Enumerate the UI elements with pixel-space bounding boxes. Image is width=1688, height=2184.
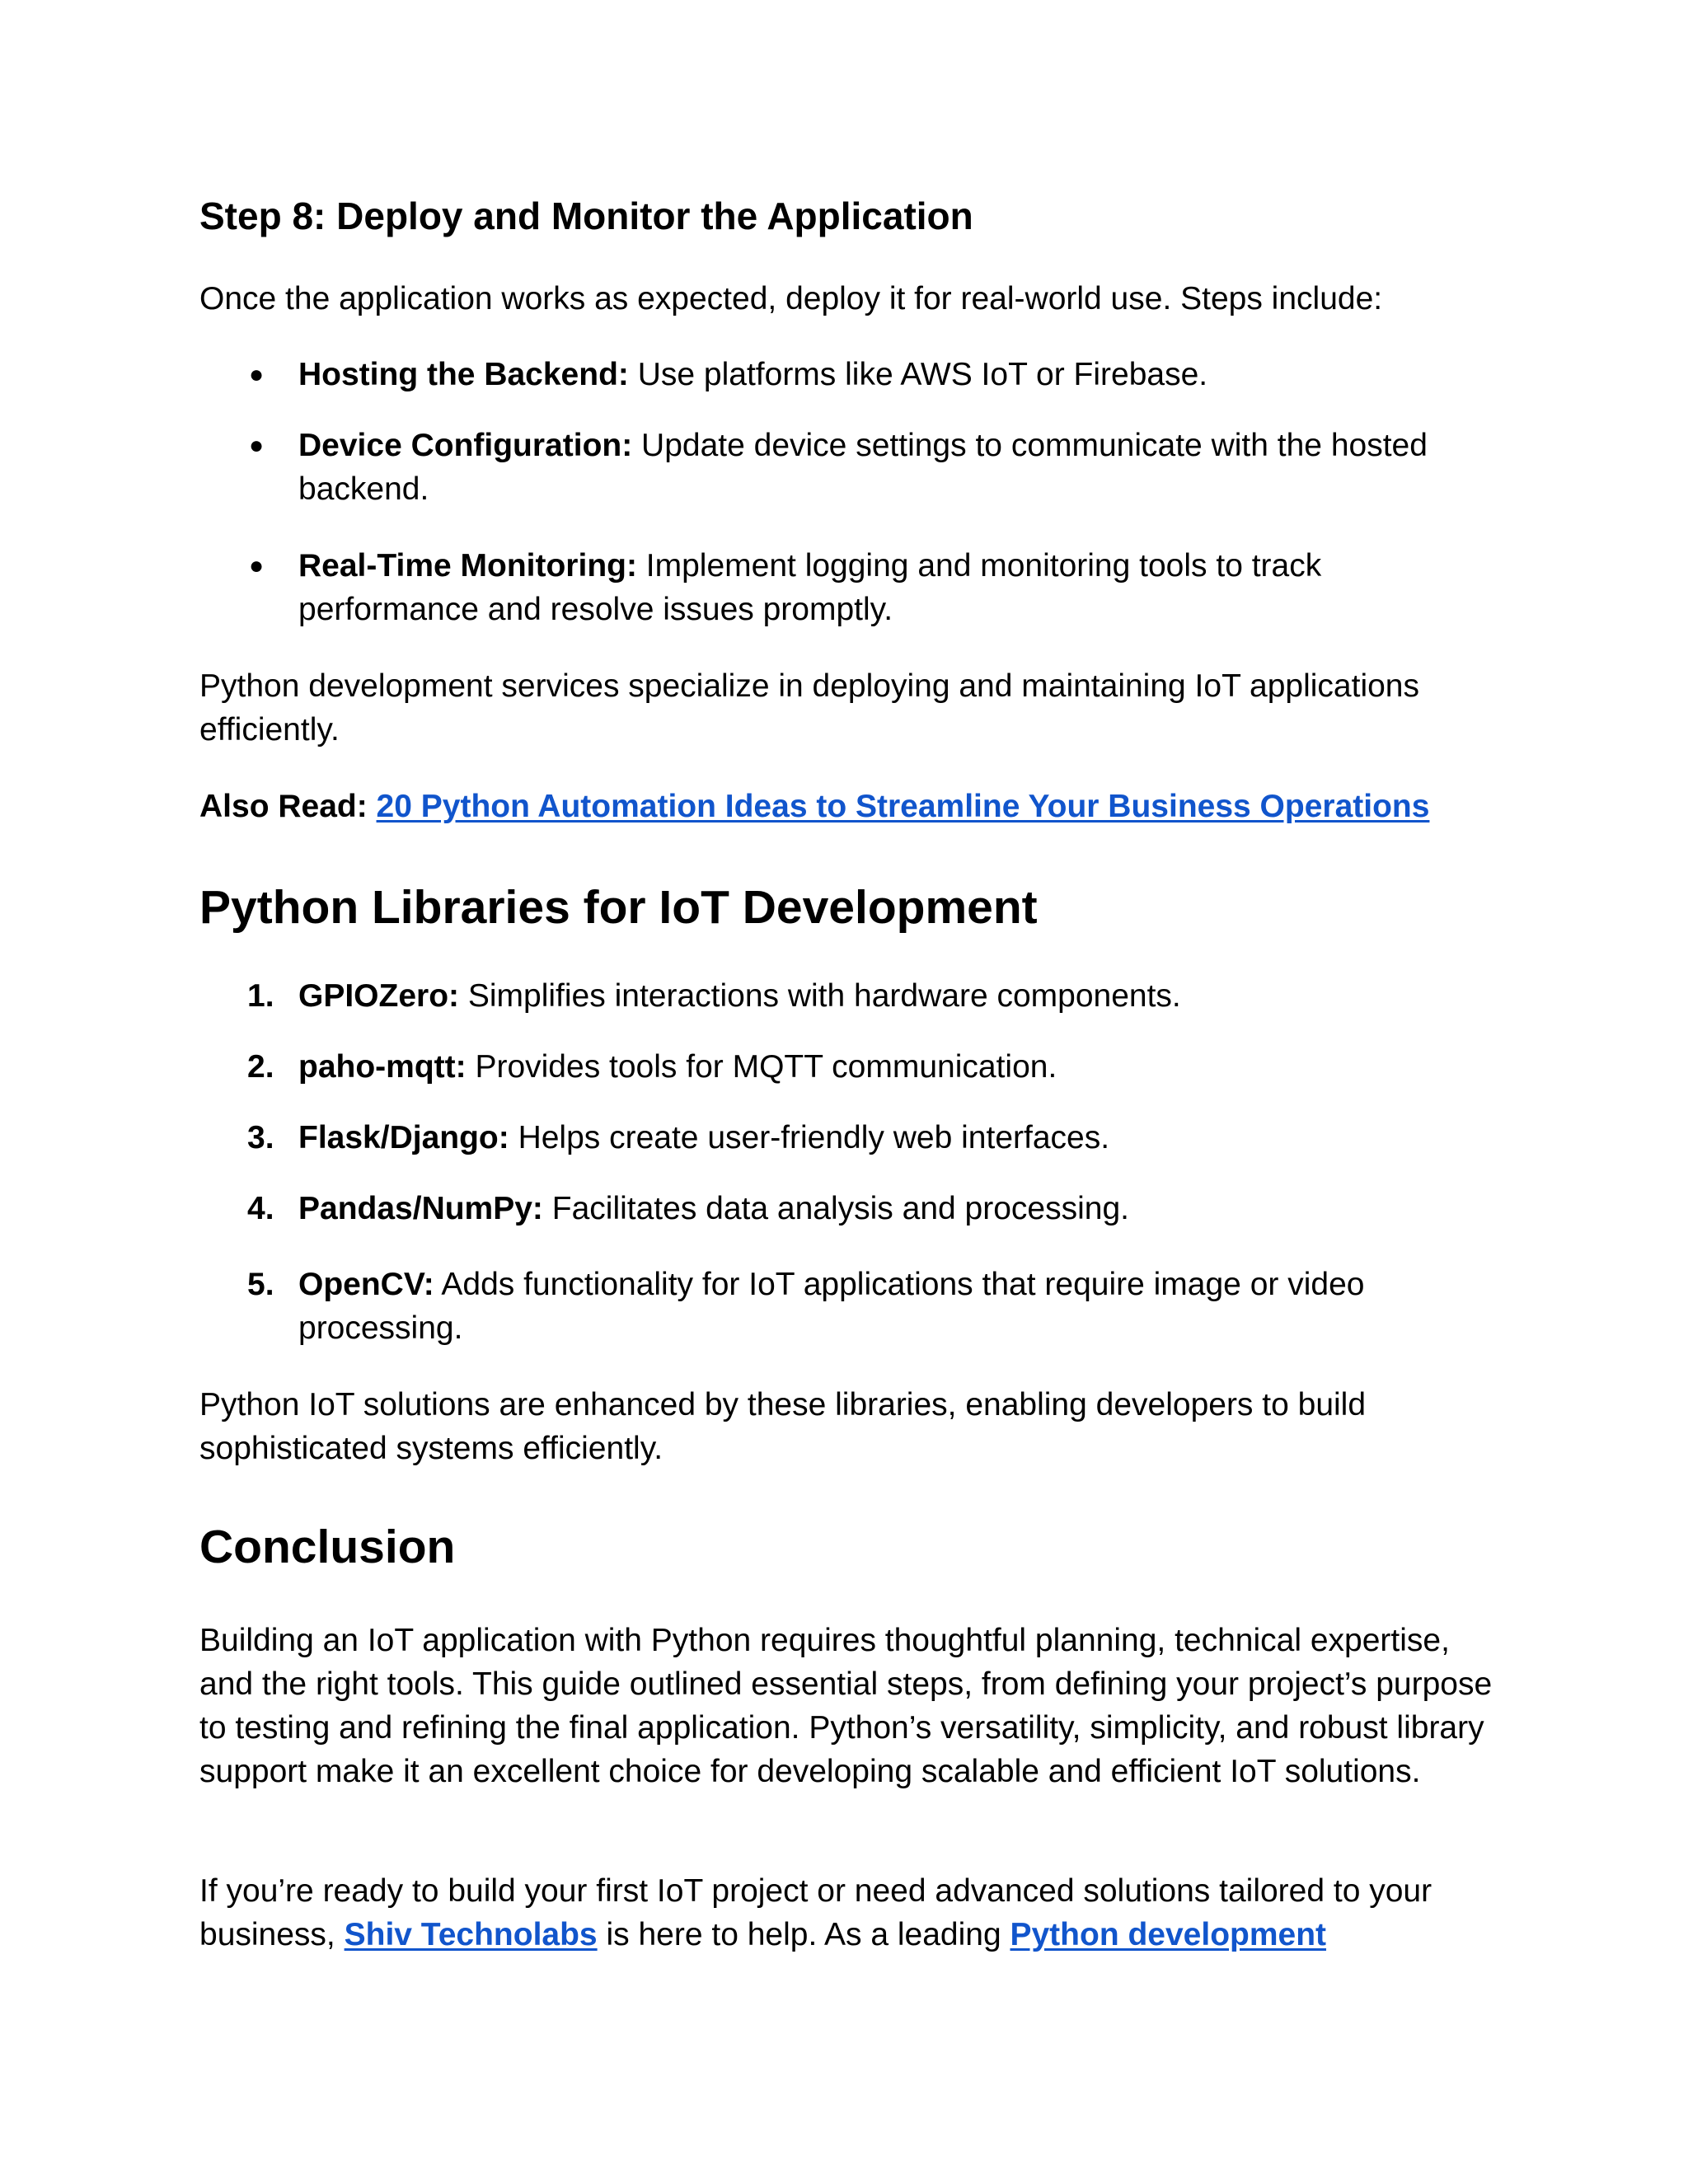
list-item-number: 3. — [247, 1120, 274, 1155]
bullet-icon: ● — [249, 432, 265, 459]
libraries-outro: Python IoT solutions are enhanced by these libraries, enabling developers to build sophisticated systems efficiently. — [199, 1387, 1367, 1466]
step8-intro: Once the application works as expected, deploy it for real-world use. Steps include: — [199, 281, 1383, 316]
list-item-term: Pandas/NumPy: — [298, 1191, 543, 1226]
conclusion-heading: Conclusion — [199, 1521, 456, 1573]
shiv-technolabs-link[interactable]: Shiv Technolabs — [344, 1917, 598, 1952]
list-item-text: Provides tools for MQTT communication. — [475, 1049, 1057, 1085]
list-item-term: Flask/Django: — [298, 1120, 509, 1155]
list-item-text: Use platforms like AWS IoT or Firebase. — [637, 357, 1208, 392]
list-item-term: paho-mqtt: — [298, 1049, 467, 1085]
bullet-icon: ● — [249, 361, 265, 388]
list-item-term: Hosting the Backend: — [298, 357, 629, 392]
cta-text-middle: is here to help. As a leading — [606, 1917, 1001, 1952]
list-item-text: Helps create user-friendly web interfaces. — [518, 1120, 1110, 1155]
also-read-label: Also Read: — [199, 789, 368, 824]
bullet-icon: ● — [249, 552, 265, 579]
python-development-link[interactable]: Python development — [1010, 1917, 1327, 1952]
step8-outro: Python development services specialize in deploying and maintaining IoT applications efficiently. — [199, 668, 1420, 748]
step8-heading: Step 8: Deploy and Monitor the Application — [199, 194, 973, 237]
list-item-text: Update device settings to communicate with the hosted backend. — [298, 428, 1428, 507]
cta-text-before: If you’re ready to build your first IoT project or need advanced solutions tailored to your business, — [199, 1873, 1432, 1952]
also-read-link[interactable]: 20 Python Automation Ideas to Streamline Your Business Operations — [376, 789, 1430, 824]
cta-paragraph — [199, 1869, 1485, 1957]
list-item-number: 5. — [247, 1267, 274, 1302]
list-item-number: 1. — [247, 978, 274, 1014]
list-item-text: Implement logging and monitoring tools to track performance and resolve issues promptly. — [298, 548, 1322, 627]
list-item-text: Adds functionality for IoT applications that require image or video processing. — [298, 1267, 1365, 1346]
list-item-term: OpenCV: — [298, 1267, 434, 1302]
list-item-text: Facilitates data analysis and processing. — [551, 1191, 1129, 1226]
libraries-heading: Python Libraries for IoT Development — [199, 881, 1038, 934]
list-item-term: Device Configuration: — [298, 428, 633, 463]
conclusion-paragraph: Building an IoT application with Python requires thoughtful planning, technical expertise, and the right tools. This guide outlined essential steps, from defining your project’s purpose to testing and refining the final application. Python’s versatility, simplicity, and robust library support make it an excellent choice for developing scalable and efficient IoT solutions. — [199, 1623, 1493, 1789]
list-item-number: 2. — [247, 1049, 274, 1085]
also-read — [199, 785, 1518, 828]
list-item-text: Simplifies interactions with hardware components. — [467, 978, 1181, 1014]
list-item-term: Real-Time Monitoring: — [298, 548, 637, 583]
list-item-term: GPIOZero: — [298, 978, 460, 1014]
list-item-number: 4. — [247, 1191, 274, 1226]
